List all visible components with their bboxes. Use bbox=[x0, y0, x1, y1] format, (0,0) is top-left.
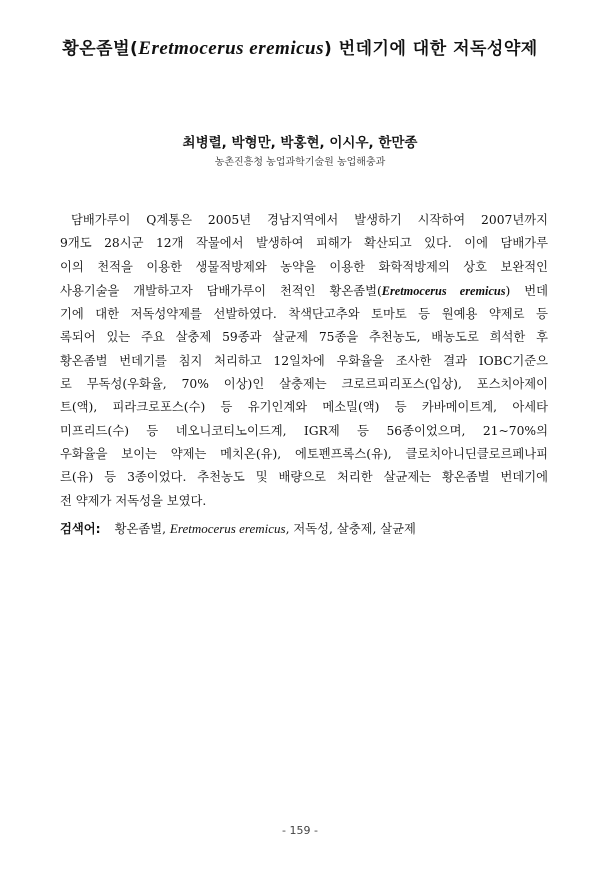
abstract-line: 우화율을 보이는 약제는 메치온(유), 에토펜프록스(유), 클로치아니딘클로르페나피 bbox=[60, 446, 548, 461]
keywords-label: 검색어: bbox=[60, 522, 101, 536]
abstract-line: 로 무독성(우화율, 70% 이상)인 살충제는 크로르피리포스(입상), 포스치아제이 bbox=[60, 377, 548, 392]
abstract-line-text: 사용기술을 개발하고자 담배가루이 천적인 황온좀벌( bbox=[60, 283, 382, 298]
title-suffix: ) 번데기에 대한 저독성약제 bbox=[324, 39, 538, 59]
abstract-line: 전 약제가 저독성을 보였다. bbox=[60, 493, 207, 508]
abstract-line: 9개도 28시군 12개 작물에서 발생하여 피해가 확산되고 있다. 이에 담배가루 bbox=[60, 236, 548, 251]
abstract-line: 미프리드(수) 등 네오니코티노이드계, IGR제 등 56종이었으며, 21~70%의 bbox=[60, 423, 548, 438]
author-list: 최병렬, 박형만, 박홍현, 이시우, 한만종 bbox=[182, 135, 418, 151]
paper-title bbox=[40, 34, 560, 60]
abstract-scientific-name: Eretmocerus eremicus bbox=[381, 283, 506, 298]
page-number: - 159 - bbox=[282, 824, 318, 837]
title-scientific-name: Eretmocerus eremicus bbox=[138, 38, 325, 59]
keywords bbox=[60, 519, 548, 537]
keyword-text: 황온좀벌, bbox=[114, 522, 166, 536]
abstract-line: 기에 대한 저독성약제를 선발하였다. 착색단고추와 토마토 등 원예용 약제로 등 bbox=[60, 307, 548, 322]
keyword-scientific-name: Eretmocerus eremicus bbox=[169, 521, 286, 536]
abstract-body bbox=[60, 209, 548, 513]
abstract-line: 이의 천적을 이용한 생물적방제와 농약을 이용한 화학적방제의 상호 보완적인 bbox=[60, 259, 548, 274]
abstract-line: 트(액), 피라크로포스(수) 등 유기인계와 메소밀(액) 등 카바메이트계, 아세타 bbox=[60, 400, 548, 415]
abstract-line-text: ) 번데 bbox=[505, 283, 548, 298]
abstract-line: 록되어 있는 주요 살충제 59종과 살균제 75종을 추천농도, 배농도로 희석한 후 bbox=[60, 330, 548, 345]
abstract-line: 담배가루이 Q계통은 2005년 경남지역에서 발생하기 시작하여 2007년까지 bbox=[71, 213, 548, 227]
title-prefix: 황온좀벌( bbox=[62, 39, 139, 59]
keyword-text: , 저독성, 살충제, 살균제 bbox=[285, 522, 416, 536]
abstract-line: 르(유) 등 3종이었다. 추천농도 및 배량으로 처리한 살균제는 황온좀벌 번데기에 bbox=[60, 470, 548, 485]
affiliation: 농촌진흥청 농업과학기술원 농업해충과 bbox=[214, 157, 386, 168]
abstract-line bbox=[60, 279, 548, 303]
abstract-line: 황온좀벌 번데기를 침지 처리하고 12일차에 우화율을 조사한 결과 IOBC기준으 bbox=[60, 353, 548, 368]
